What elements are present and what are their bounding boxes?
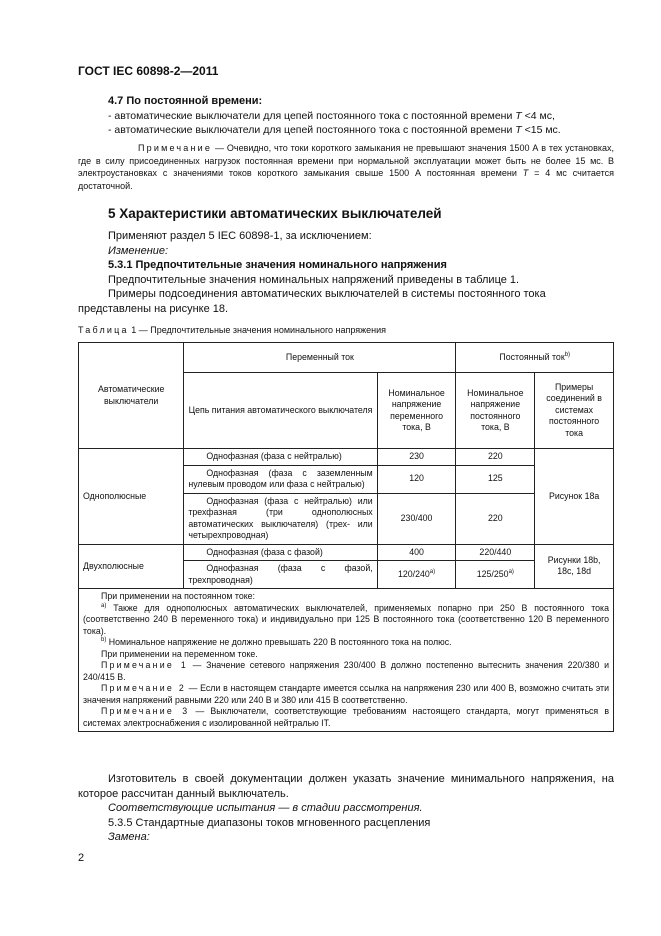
section-5-body	[78, 229, 614, 316]
change-label: Изменение:	[108, 244, 169, 257]
paragraph: Соответствующие испытания — в стадии рассмотрения.	[108, 802, 423, 814]
header-ac-voltage: Номинальное напряжение переменного тока, В	[377, 373, 456, 449]
list-item: - автоматические выключатели для цепей постоянного тока с постоянной времени T <4 мс,	[108, 110, 555, 122]
table-notes: При применении на постоянном токе: $^{а)}$ Также для однополюсных автоматических выключателей, применяемых попарно при 250 В постоянного тока (соответственно 240 В переменного тока) и индивидуально при 125 В постоянного тока (соответственно 120 В переменного тока). $^{b)}$ Номинальное напряжение не должно превышать 220 В постоянного тока на полюс. При применении на переменном токе. Примечание 1 — Значение сетевого напряжения 230/400 В должно постепенно вытеснить значения 220/380 и 240/415 В. Примечание 2 — Если в настоящем стандарте имеется ссылка на напряжения 230 или 400 В, возможно считать эти значения напряжений равными 220 или 240 В и 380 или 415 В соответственно. Примечание 3 — Выключатели, соответствующие требованиям настоящего стандарта, могут применяться в системах электроснабжения с изолированной нейтралью IT.	[79, 589, 614, 732]
note-label: Примечание	[138, 143, 213, 153]
table-row: Однофазная (фаза с нейтралью) или трехфазная (три однополюсных автоматических выключателя) (трех- или четырехпроводная) 230/400 220	[79, 493, 614, 544]
group-figure: Рисунок 18а	[535, 449, 614, 545]
paragraph: Изготовитель в своей документации должен указать значение минимального напряжения, на которое рассчитан данный выключатель.	[78, 773, 614, 800]
group-label: Двухполюсные	[79, 544, 184, 589]
header-dc: Постоянный ток$^{b)}$	[456, 343, 614, 373]
header-examples: Примеры соединений в системах постоянного тока	[535, 373, 614, 449]
paragraph: Предпочтительные значения номинальных напряжений приведены в таблице 1.	[108, 273, 520, 286]
note-4-7: Примечание — Очевидно, что токи короткого замыкания не превышают значения 1500 А в тех установках, где в силу присоединенных нагрузок постоянная времени при нормальной эксплуатации может быть не более 15 мс. В электроустановках с значениями токов короткого замыкания свыше 1500 А постоянная времени T = 4 мс считается достаточной.	[78, 143, 614, 191]
table-row: Однофазная (фаза с заземленным нулевым проводом или фаза с нейтралью) 120 125	[79, 465, 614, 493]
note-text: — Очевидно, что токи короткого замыкания не превышают значения 1500 А в тех установках, где в силу присоединенных нагрузок постоянная времени при нормальной эксплуатации может быть не более 15 мс. В электроустановках с значениями токов короткого замыкания свыше 1500 А постоянная времени	[78, 143, 614, 178]
header-ac: Переменный ток	[184, 343, 456, 373]
page-number: 2	[78, 852, 85, 864]
paragraph: Замена:	[108, 831, 150, 843]
table-row: Однополюсные Однофазная (фаза с нейтралью) 230 220 Рисунок 18а	[79, 449, 614, 466]
group-figure: Рисунки 18b, 18с, 18d	[535, 544, 614, 589]
table-row: Двухполюсные Однофазная (фаза с фазой) 400 220/440 Рисунки 18b, 18с, 18d	[79, 544, 614, 561]
header-circuit: Цепь питания автоматического выключателя	[184, 373, 377, 449]
paragraph: Применяют раздел 5 IEC 60898-1, за исключением:	[108, 230, 372, 242]
document-header: ГОСТ IEC 60898-2—2011	[78, 64, 219, 78]
table-caption: Таблица 1 — Предпочтительные значения номинального напряжения	[78, 325, 387, 335]
section-4-7-title: 4.7 По постоянной времени:	[108, 95, 263, 107]
paragraph: Примеры подсоединения автоматических выключателей в системы постоянного тока представлены на рисунке 18.	[78, 288, 546, 315]
subsection-title: 5.3.5 Стандартные диапазоны токов мгновенного расцепления	[108, 816, 431, 829]
header-breakers: Автоматические выключатели	[79, 343, 184, 449]
header-dc-voltage: Номинальное напряжение постоянного тока, В	[456, 373, 535, 449]
list-item: - автоматические выключатели для цепей постоянного тока с постоянной времени T <15 мс.	[108, 124, 561, 136]
section-4-7	[78, 94, 614, 137]
group-label: Однополюсные	[79, 449, 184, 545]
subsection-title: 5.3.1 Предпочтительные значения номинального напряжения	[108, 259, 447, 271]
voltage-table	[78, 342, 614, 732]
after-table-body	[78, 772, 614, 845]
table-row: Однофазная (фаза с фазой, трехпроводная) $120/240^{а)}$ $125/250^{а)}$	[79, 561, 614, 589]
section-5-title: 5 Характеристики автоматических выключателей	[108, 206, 442, 221]
